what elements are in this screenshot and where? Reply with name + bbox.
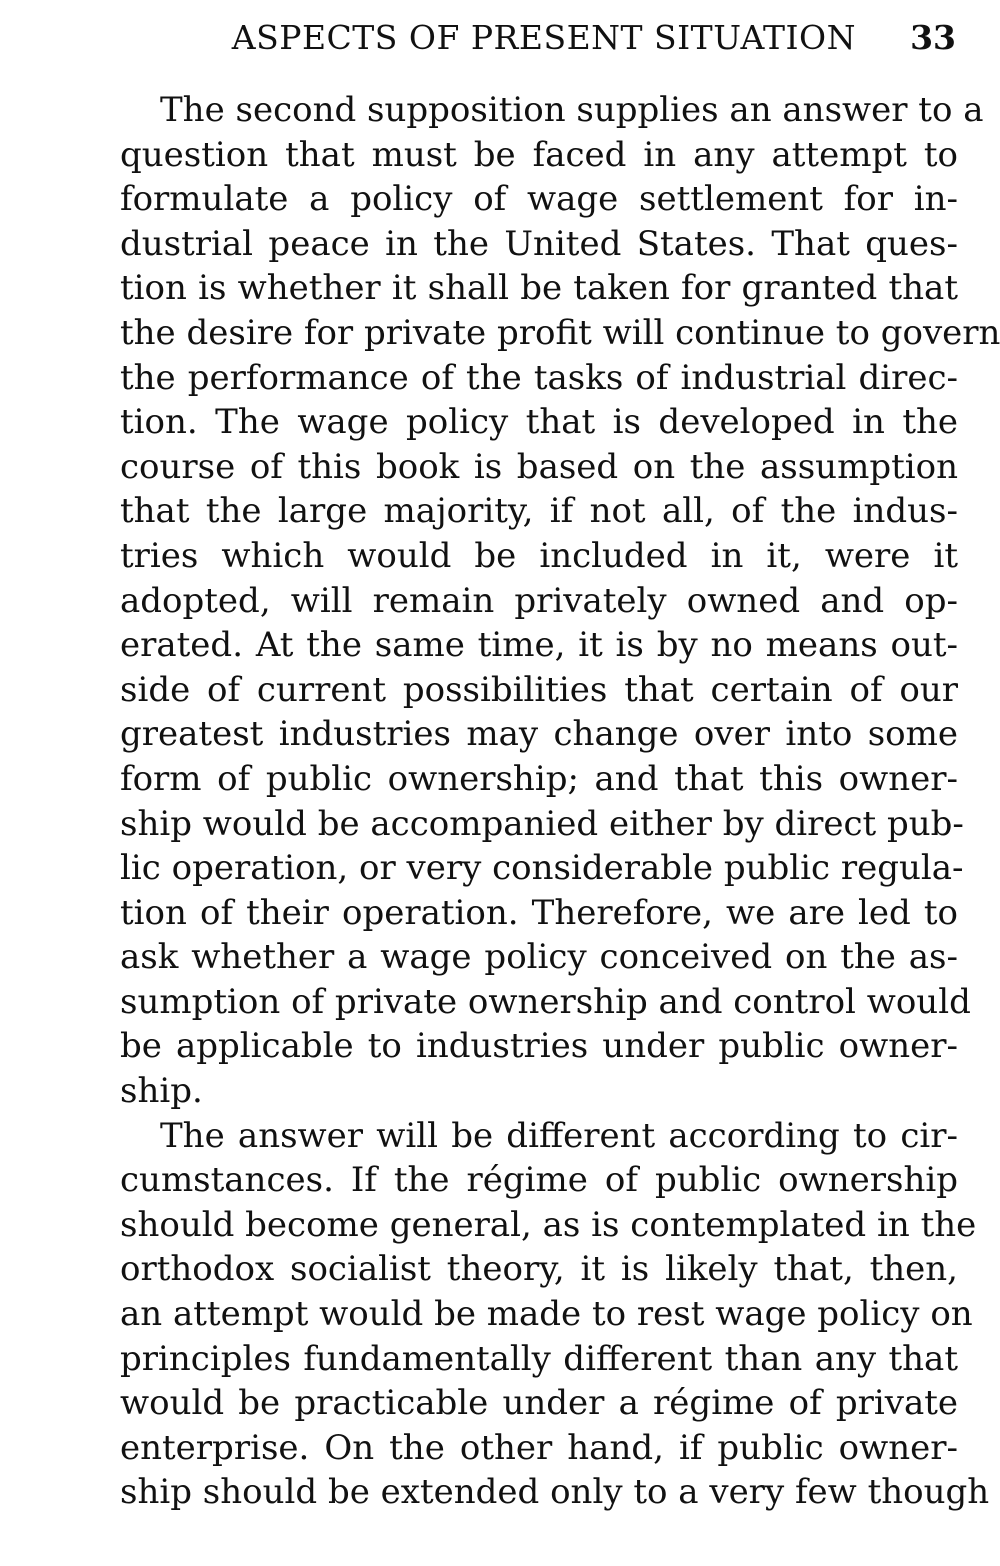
text-line: ship should be extended only to a very few though xyxy=(120,1472,990,1513)
text-line: lic operation, or very considerable public regula- xyxy=(120,848,964,889)
text-line: tion of their operation. Therefore, we are led to xyxy=(120,892,958,933)
text-line: orthodox socialist theory, it is likely that, then, xyxy=(120,1249,958,1290)
text-line: ship. xyxy=(120,1071,203,1112)
text-line: adopted, will remain privately owned and op- xyxy=(120,580,958,621)
text-line: form of public ownership; and that this owner- xyxy=(120,758,958,799)
text-line: sumption of private ownership and control would xyxy=(120,981,971,1022)
text-line: tion is whether it shall be taken for granted that xyxy=(120,268,958,309)
text-line: the desire for private profit will continue to govern xyxy=(120,312,1000,353)
running-head xyxy=(80,12,958,64)
text-line: tries which would be included in it, were it xyxy=(120,535,958,576)
text-line: The second supposition supplies an answer to a xyxy=(160,90,984,130)
text-line: ship would be accompanied either by direct pub- xyxy=(120,803,964,844)
text-line: that the large majority, if not all, of the indus- xyxy=(120,491,958,532)
text-line: dustrial peace in the United States. That ques- xyxy=(120,223,958,264)
text-line: should become general, as is contemplated in the xyxy=(120,1204,977,1245)
text-line: an attempt would be made to rest wage policy on xyxy=(120,1294,973,1335)
text-line: side of current possibilities that certain of our xyxy=(120,669,958,710)
book-page xyxy=(80,12,1000,1515)
page-number: 33 xyxy=(910,18,956,57)
text-line: tion. The wage policy that is developed in the xyxy=(120,402,958,443)
text-line: cumstances. If the régime of public ownership xyxy=(120,1160,958,1201)
running-title: ASPECTS OF PRESENT SITUATION xyxy=(231,18,856,57)
text-line: question that must be faced in any attempt to xyxy=(120,134,958,175)
text-line: enterprise. On the other hand, if public owner- xyxy=(120,1427,958,1468)
text-line: the performance of the tasks of industrial direc- xyxy=(120,357,958,398)
text-line: erated. At the same time, it is by no means out- xyxy=(120,625,958,666)
text-line: greatest industries may change over into some xyxy=(120,714,958,755)
text-line: formulate a policy of wage settlement for in- xyxy=(120,179,958,220)
paragraph-1 xyxy=(80,88,1000,1114)
body-text xyxy=(80,88,1000,1515)
text-line: ask whether a wage policy conceived on the as- xyxy=(120,937,958,978)
paragraph-2 xyxy=(80,1114,990,1515)
text-line: The answer will be different according to cir- xyxy=(160,1115,958,1156)
text-line: would be practicable under a régime of private xyxy=(120,1383,958,1424)
text-line: be applicable to industries under public owner- xyxy=(120,1026,958,1067)
text-line: course of this book is based on the assumption xyxy=(120,446,958,487)
text-line: principles fundamentally different than any that xyxy=(120,1338,958,1379)
